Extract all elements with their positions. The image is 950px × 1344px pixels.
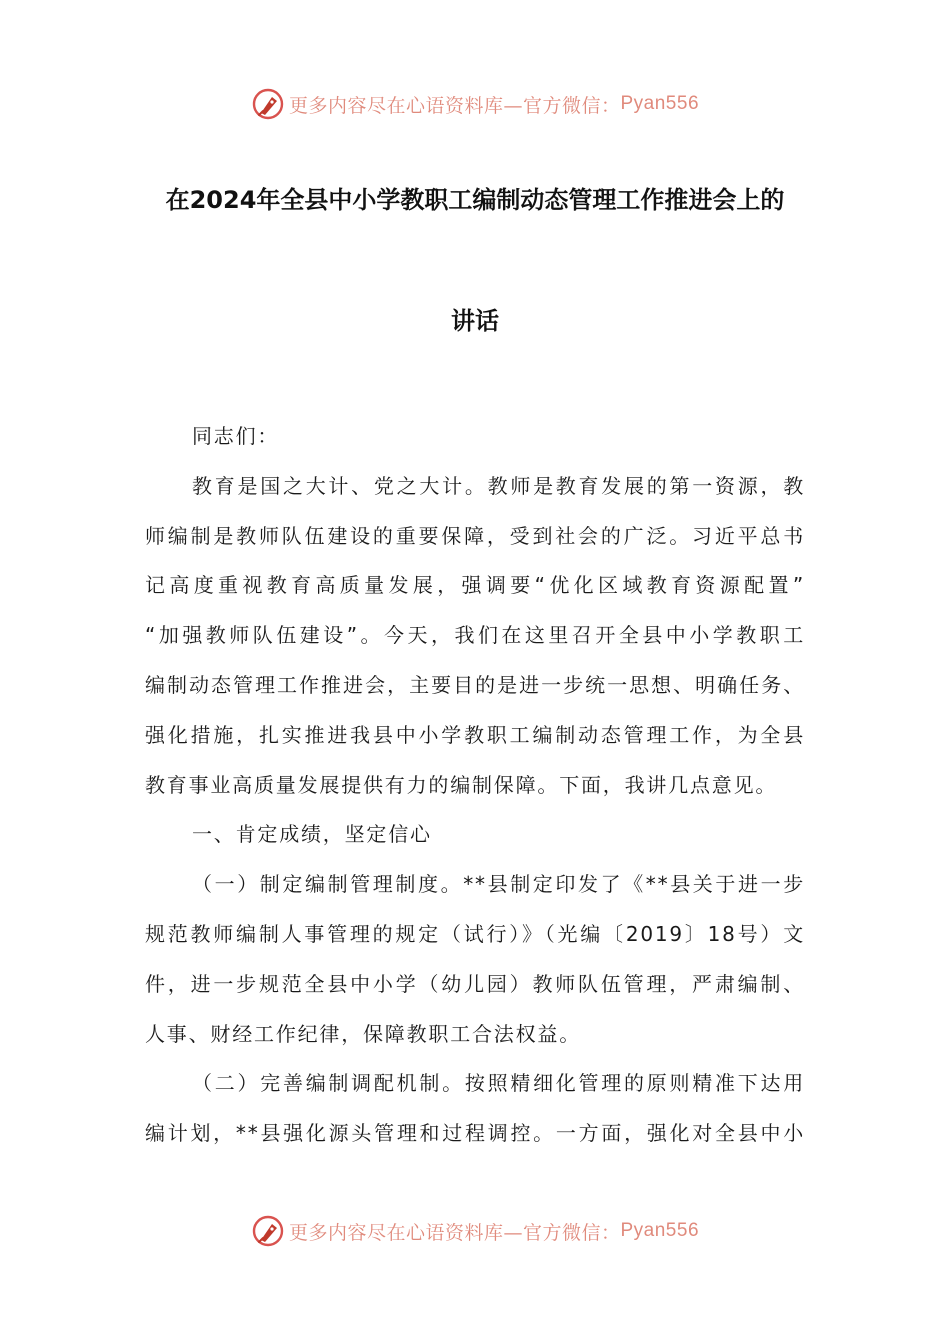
body-line: （二）完善编制调配机制。按照精细化管理的原则精准下达用 <box>192 1071 805 1096</box>
body-line: 件，进一步规范全县中小学（幼儿园）教师队伍管理，严肃编制、 <box>145 971 805 996</box>
watermark-account: Pyan556 <box>620 1220 700 1241</box>
body-line: 师编制是教师队伍建设的重要保障，受到社会的广泛。习近平总书 <box>145 523 805 548</box>
body-line: 教育是国之大计、党之大计。教师是教育发展的第一资源，教 <box>192 473 805 498</box>
pen-nib-logo-icon <box>251 87 285 121</box>
body-line: 规范教师编制人事管理的规定（试行）》（光编〔2019〕18号）文 <box>145 921 805 946</box>
body-line: 人事、财经工作纪律，保障教职工合法权益。 <box>145 1021 581 1046</box>
body-line: 编制动态管理工作推进会，主要目的是进一步统一思想、明确任务、 <box>145 672 805 697</box>
watermark-text: 更多内容尽在心语资料库—官方微信： <box>288 1221 621 1244</box>
section-heading: 一、肯定成绩，坚定信心 <box>192 822 432 847</box>
body-line: 编计划，**县强化源头管理和过程调控。一方面，强化对全县中小 <box>145 1121 805 1146</box>
pen-nib-logo-icon <box>251 1214 285 1248</box>
body-line: 教育事业高质量发展提供有力的编制保障。下面，我讲几点意见。 <box>145 772 778 797</box>
watermark-text: 更多内容尽在心语资料库—官方微信： <box>288 94 621 117</box>
body-line: 强化措施，扎实推进我县中小学教职工编制动态管理工作，为全县 <box>145 722 805 747</box>
footer-watermark <box>0 1211 950 1251</box>
header-watermark <box>0 84 950 124</box>
body-line: 记高度重视教育高质量发展，强调要“优化区域教育资源配置” <box>145 573 805 598</box>
document-title-line-2: 讲话 <box>451 307 499 335</box>
watermark-account: Pyan556 <box>620 93 700 114</box>
body-line: “加强教师队伍建设”。今天，我们在这里召开全县中小学教职工 <box>145 623 805 648</box>
salutation-line: 同志们： <box>192 424 280 448</box>
document-body <box>145 412 805 1159</box>
body-line: （一）制定编制管理制度。**县制定印发了《**县关于进一步 <box>192 872 805 897</box>
document-title-line-1: 在2024年全县中小学教职工编制动态管理工作推进会上的 <box>165 186 785 214</box>
